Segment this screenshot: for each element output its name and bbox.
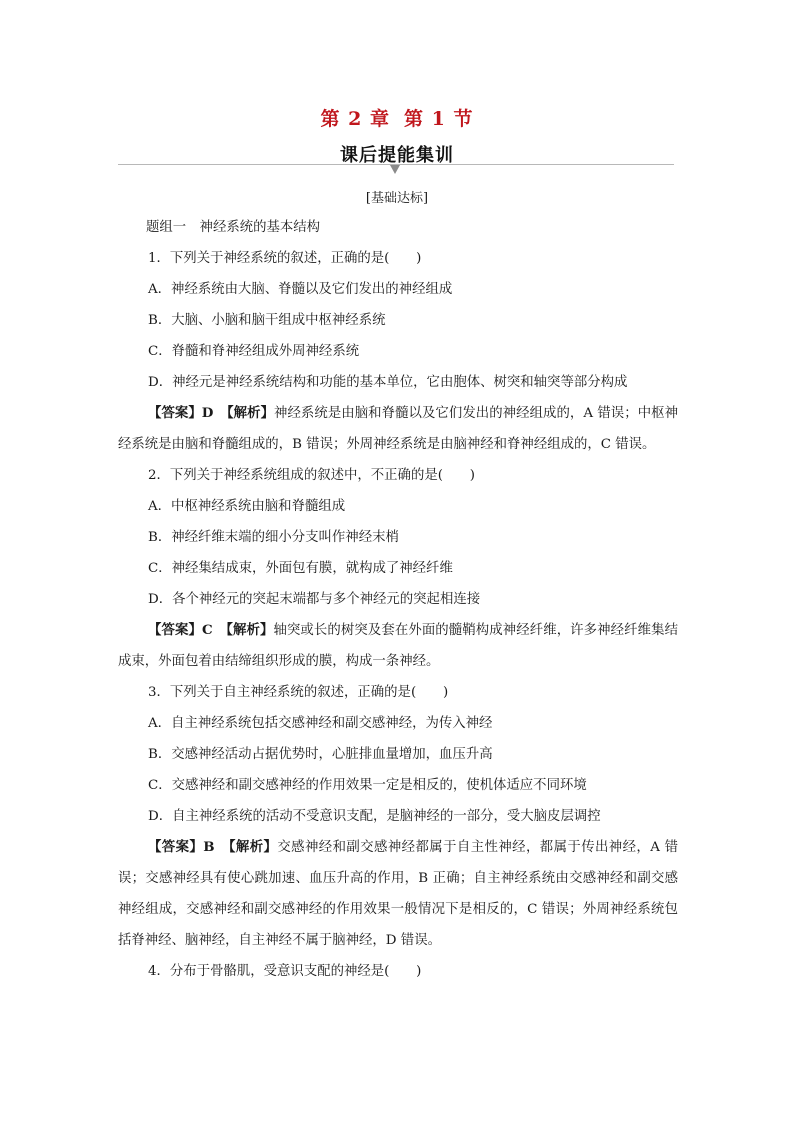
option: B．交感神经活动占据优势时，心脏排血量增加，血压升高 bbox=[148, 747, 493, 762]
analysis-text: 交感神经和副交感神经都属于自主性神经，都属于传出神经，A 错误；交感神经具有使心跳加速、血压升高的作用，B 正确；自主神经系统由交感神经和副交感神经组成，交感神经和副交感神经的作用效果一般情况下是相反的，C 错误；外周神经系统包括脊神经、脑神经，自主神经不属于脑神经，D 错误。 bbox=[118, 840, 678, 948]
answer-analysis bbox=[118, 615, 678, 677]
answer-label: 【答案】B 【解析】 bbox=[148, 839, 278, 855]
option: A．自主神经系统包括交感神经和副交感神经，为传入神经 bbox=[148, 716, 493, 731]
chapter-label: 第 2 章 bbox=[320, 108, 390, 130]
level-heading: [基础达标] bbox=[365, 191, 429, 206]
option: B．神经纤维末端的细小分支叫作神经末梢 bbox=[148, 530, 399, 545]
answer-label: 【答案】D 【解析】 bbox=[148, 405, 275, 421]
answer-label: 【答案】C 【解析】 bbox=[148, 622, 274, 638]
option: C．交感神经和副交感神经的作用效果一定是相反的，使机体适应不同环境 bbox=[148, 778, 587, 793]
question-stem: 4．分布于骨骼肌，受意识支配的神经是( ) bbox=[148, 964, 422, 979]
section-label: 第 1 节 bbox=[404, 108, 474, 130]
question-stem: 2．下列关于神经系统组成的叙述中，不正确的是( ) bbox=[148, 468, 475, 483]
option: D．自主神经系统的活动不受意识支配，是脑神经的一部分，受大脑皮层调控 bbox=[148, 809, 601, 824]
question-stem: 3．下列关于自主神经系统的叙述，正确的是( ) bbox=[148, 685, 449, 700]
analysis-text: 神经系统是由脑和脊髓以及它们发出的神经组成的，A 错误；中枢神经系统是由脑和脊髓组成的，B 错误；外周神经系统是由脑神经和脊神经组成的，C 错误。 bbox=[118, 406, 678, 452]
group-title: 题组一 神经系统的基本结构 bbox=[146, 220, 321, 235]
option: D．各个神经元的突起末端都与多个神经元的突起相连接 bbox=[148, 592, 481, 607]
question-stem: 1．下列关于神经系统的叙述，正确的是( ) bbox=[148, 251, 422, 266]
option: D．神经元是神经系统结构和功能的基本单位，它由胞体、树突和轴突等部分构成 bbox=[148, 375, 628, 390]
document-body bbox=[118, 212, 678, 987]
option: C．神经集结成束，外面包有膜，就构成了神经纤维 bbox=[148, 561, 453, 576]
option: C．脊髓和脊神经组成外周神经系统 bbox=[148, 344, 360, 359]
option: A．中枢神经系统由脑和脊髓组成 bbox=[148, 499, 346, 514]
option: A．神经系统由大脑、脊髓以及它们发出的神经组成 bbox=[148, 282, 453, 297]
option: B．大脑、小脑和脑干组成中枢神经系统 bbox=[148, 313, 386, 328]
page-subtitle: 课后提能集训 bbox=[340, 145, 454, 166]
analysis-text: 轴突或长的树突及套在外面的髓鞘构成神经纤维，许多神经纤维集结成束，外面包着由结缔组织形成的膜，构成一条神经。 bbox=[118, 623, 678, 669]
answer-analysis bbox=[118, 398, 678, 460]
triangle-down-icon bbox=[390, 165, 400, 174]
chapter-title bbox=[0, 104, 794, 131]
answer-analysis bbox=[118, 832, 678, 956]
